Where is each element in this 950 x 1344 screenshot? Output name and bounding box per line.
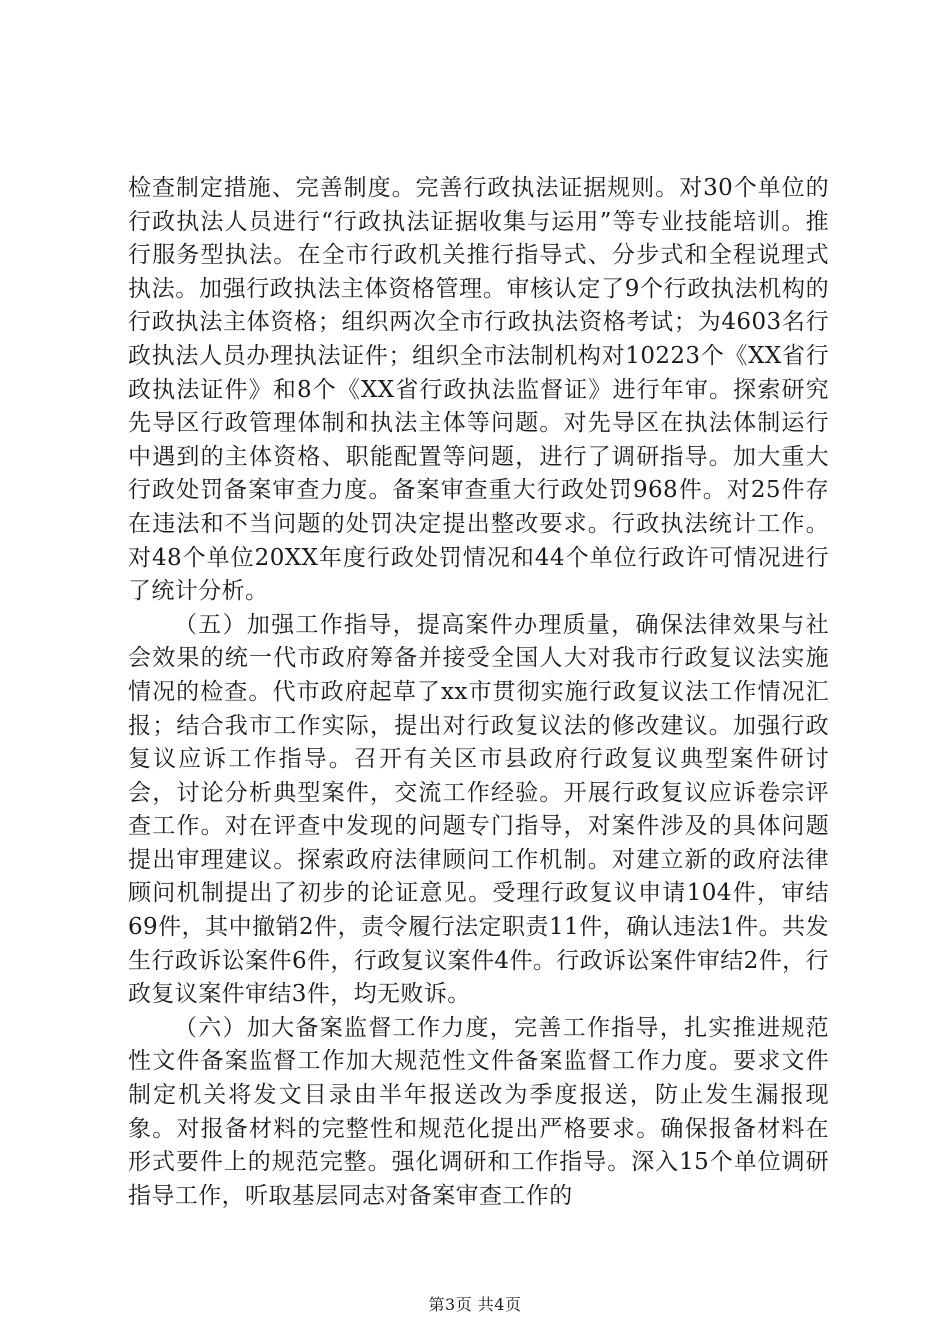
page-footer: 第3页 共4页: [428, 1295, 522, 1314]
paragraph-1: 检查制定措施、完善制度。完善行政执法证据规则。对30个单位的行政执法人员进行“行政执法证据收集与运用”等专业技能培训。推行服务型执法。在全市行政机关推行指导式、分步式和全程说理式执法。加强行政执法主体资格管理。审核认定了9个行政执法机构的行政执法主体资格；组织两次全市行政执法资格考试；为4603名行政执法人员办理执法证件；组织全市法制机构对10223个《XX省行政执法证件》和8个《XX省行政执法监督证》进行年审。探索研究先导区行政管理体制和执法主体等问题。对先导区在执法体制运行中遇到的主体资格、职能配置等问题，进行了调研指导。加大重大行政处罚备案审查力度。备案审查重大行政处罚968件。对25件存在违法和不当问题的处罚决定提出整改要求。行政执法统计工作。对48个单位20XX年度行政处罚情况和44个单位行政许可情况进行了统计分析。: [128, 175, 829, 605]
paragraph-2: （五）加强工作指导，提高案件办理质量，确保法律效果与社会效果的统一代市政府筹备并接受全国人大对我市行政复议法实施情况的检查。代市政府起草了xx市贯彻实施行政复议法工作情况汇报；结合我市工作实际，提出对行政复议法的修改建议。加强行政复议应诉工作指导。召开有关区市县政府行政复议典型案件研讨会，讨论分析典型案件，交流工作经验。开展行政复议应诉卷宗评查工作。对在评查中发现的问题专门指导，对案件涉及的具体问题提出审理建议。探索政府法律顾问工作机制。对建立新的政府法律顾问机制提出了初步的论证意见。受理行政复议申请104件，审结69件，其中撤销2件，责令履行法定职责11件，确认违法1件。共发生行政诉讼案件6件，行政复议案件4件。行政诉讼案件审结2件，行政复议案件审结3件，均无败诉。: [128, 611, 829, 1008]
paragraph-3: （六）加大备案监督工作力度，完善工作指导，扎实推进规范性文件备案监督工作加大规范性文件备案监督工作力度。要求文件制定机关将发文目录由半年报送改为季度报送，防止发生漏报现象。对报备材料的完整性和规范化提出严格要求。确保报备材料在形式要件上的规范完整。强化调研和工作指导。深入15个单位调研指导工作，听取基层同志对备案审查工作的: [128, 1014, 829, 1209]
body-text: [128, 172, 829, 1213]
